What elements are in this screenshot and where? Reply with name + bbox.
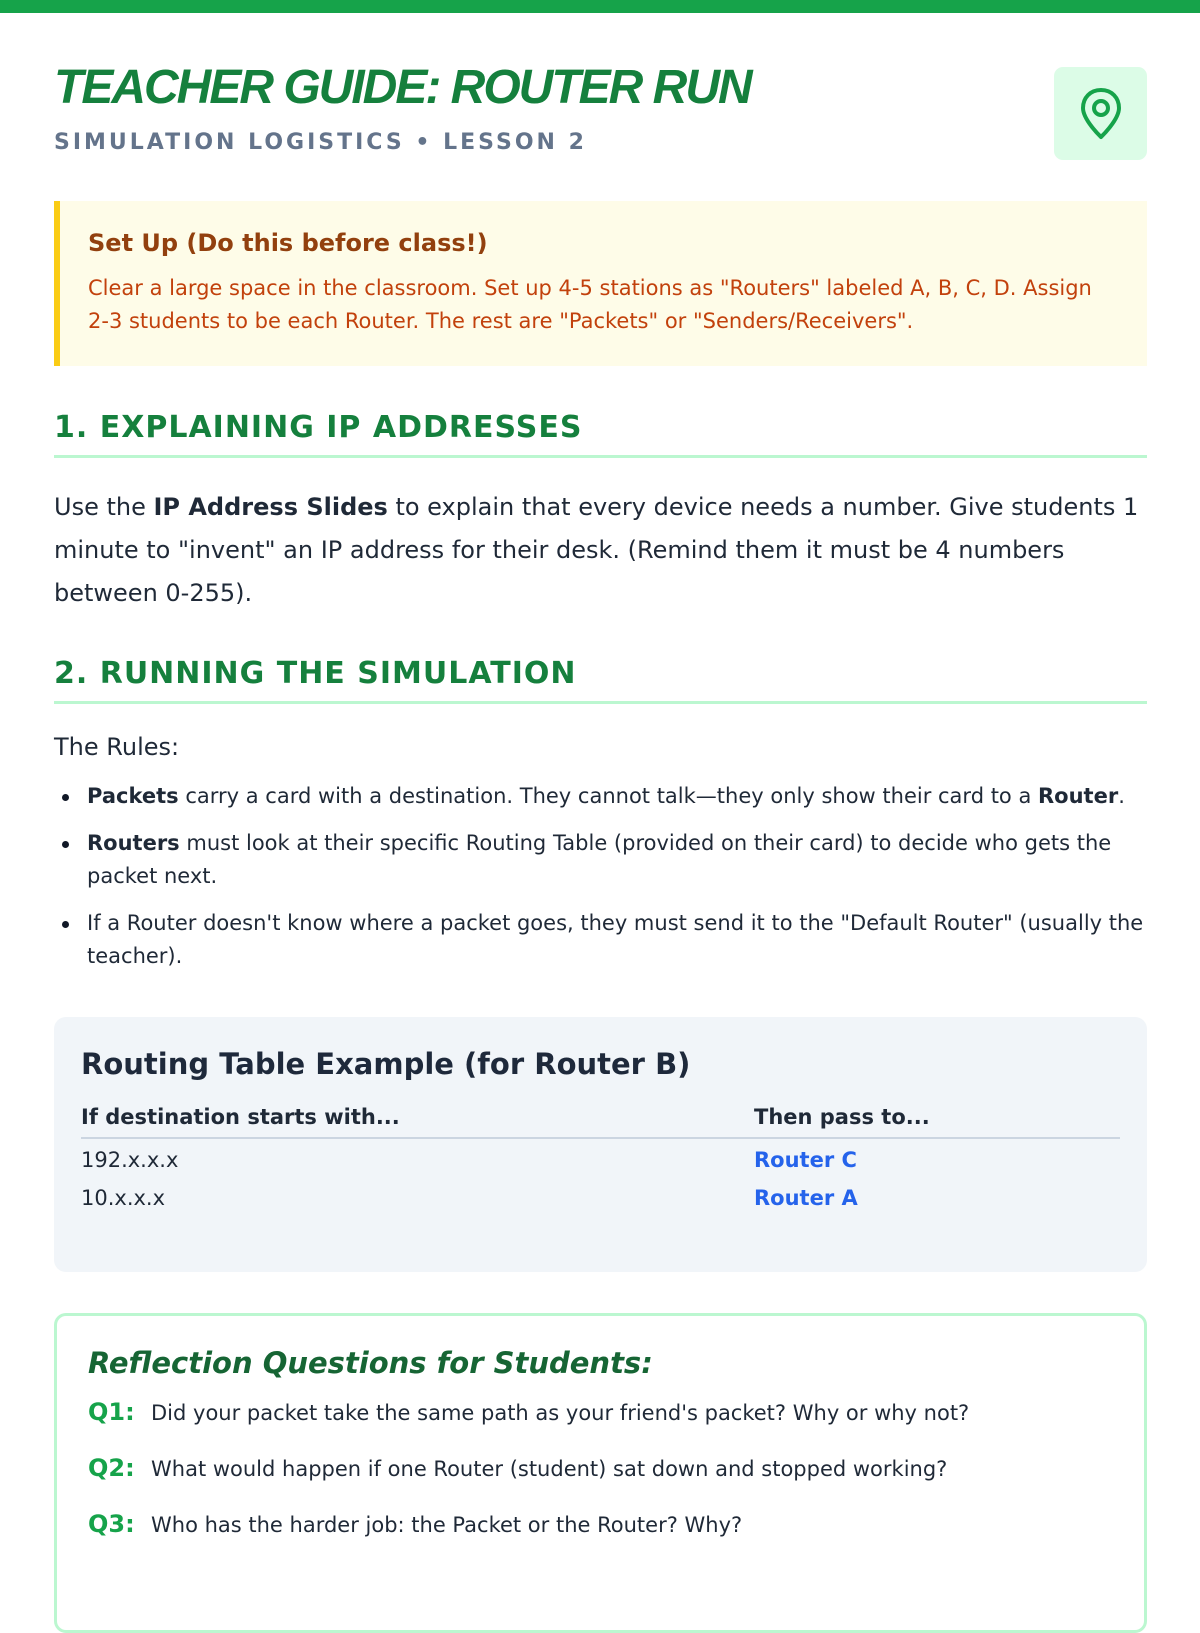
rules-list [54, 780, 1180, 987]
table-row [81, 1138, 1120, 1177]
rule-text: . [1118, 784, 1125, 808]
map-pin-icon [1079, 87, 1123, 141]
paragraph-text: to explain that every device needs a number. Give students 1 minute to "invent" an IP address for their desk. (Remind them it must be 4 numbers between 0-255). [54, 493, 1139, 607]
routing-table [81, 1099, 1120, 1215]
routing-table-card [54, 1017, 1147, 1272]
rule-text: must look at their specific Routing Table (provided on their card) to decide who gets the packet next. [87, 831, 1112, 888]
ip-address-slides-term: IP Address Slides [153, 493, 388, 521]
question-item [88, 1454, 1113, 1482]
page-header [54, 0, 1147, 200]
rule-term: Routers [87, 831, 180, 855]
question-label: Q2: [88, 1454, 135, 1482]
question-item [88, 1510, 1113, 1538]
section-heading-ip-addresses: 1. EXPLAINING IP ADDRESSES [54, 410, 1147, 458]
rule-term: Packets [87, 784, 179, 808]
destination-cell: 10.x.x.x [81, 1186, 166, 1210]
page-subtitle: SIMULATION LOGISTICS • LESSON 2 [54, 130, 587, 155]
routing-table-title: Routing Table Example (for Router B) [81, 1047, 691, 1081]
question-text: Who has the harder job: the Packet or the Router? Why? [151, 1513, 743, 1537]
question-text: Did your packet take the same path as your friend's packet? Why or why not? [151, 1401, 970, 1425]
question-label: Q3: [88, 1510, 135, 1538]
page-title: TEACHER GUIDE: ROUTER RUN [54, 61, 751, 114]
map-pin-badge [1054, 67, 1147, 160]
question-item [88, 1398, 1113, 1426]
rule-text: If a Router doesn't know where a packet goes, they must send it to the "Default Router" (usually the teacher). [87, 911, 1144, 968]
setup-callout [54, 201, 1147, 366]
teacher-guide-page [54, 0, 1147, 1538]
setup-body: Clear a large space in the classroom. Set up 4-5 stations as "Routers" labeled A, B, C, D. Assign 2-3 students to be each Router. The rest are "Packets" or "Senders/Receivers". [88, 275, 1092, 333]
reflection-box [54, 1313, 1147, 1633]
reflection-title: Reflection Questions for Students: [88, 1346, 653, 1380]
rule-item [87, 827, 1180, 893]
column-header-destination: If destination starts with... [81, 1099, 754, 1138]
next-hop-cell: Router C [754, 1148, 857, 1172]
column-header-next-hop: Then pass to... [754, 1099, 1120, 1138]
paragraph-text: Use the [54, 493, 154, 521]
question-text: What would happen if one Router (student) sat down and stopped working? [151, 1457, 948, 1481]
destination-cell: 192.x.x.x [81, 1148, 179, 1172]
rule-text: carry a card with a destination. They cannot talk—they only show their card to a [178, 784, 1038, 808]
rule-item [87, 780, 1180, 813]
table-header-row [81, 1099, 1120, 1138]
setup-title: Set Up (Do this before class!) [88, 229, 488, 257]
question-label: Q1: [88, 1398, 135, 1426]
rule-term: Router [1038, 784, 1119, 808]
rules-label: The Rules: [54, 733, 180, 761]
section-heading-simulation: 2. RUNNING THE SIMULATION [54, 656, 1147, 704]
next-hop-cell: Router A [754, 1186, 858, 1210]
ip-address-paragraph [54, 486, 1147, 615]
table-row [81, 1177, 1120, 1215]
rule-item [87, 907, 1180, 973]
